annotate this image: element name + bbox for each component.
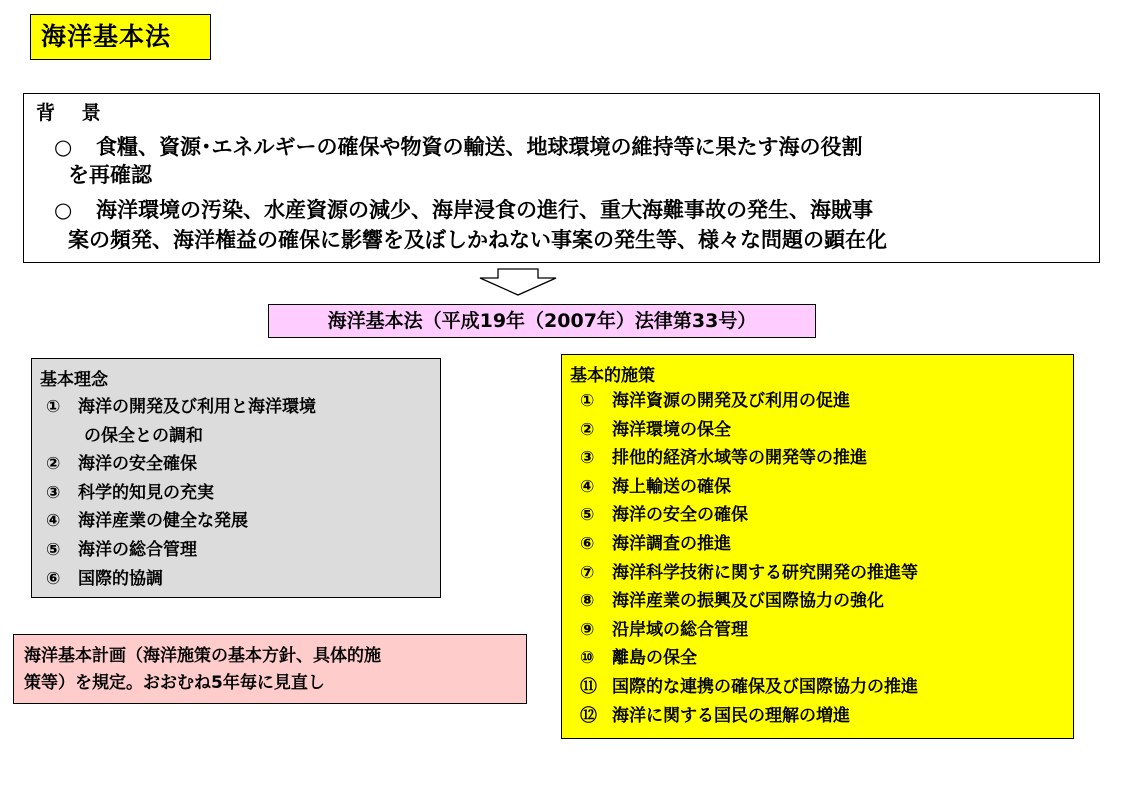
item-text: 海洋科学技術に関する研究開発の推進等 <box>612 562 918 583</box>
law-title: 海洋基本法（平成19年（2007年）法律第33号） <box>268 304 816 338</box>
item-number: ⑥ <box>46 568 61 589</box>
list-item <box>46 450 316 479</box>
item-text: 海洋の安全確保 <box>78 454 197 475</box>
basic-plan-line-1: 海洋基本計画（海洋施策の基本方針、具体的施 <box>24 646 381 666</box>
item-number: ⑫ <box>580 705 597 726</box>
list-item <box>580 644 918 673</box>
item-number: ④ <box>46 511 61 532</box>
list-item <box>46 507 316 536</box>
item-text: 海洋の安全の確保 <box>612 505 748 526</box>
list-item <box>46 393 316 422</box>
list-item <box>580 702 918 731</box>
list-item <box>580 416 918 445</box>
basic-measures-heading: 基本的施策 <box>570 366 655 386</box>
bullet-circle-icon: ○ <box>54 135 73 159</box>
item-text: 海洋調査の推進 <box>612 533 731 554</box>
item-number: ① <box>580 391 595 411</box>
item-number: ⑤ <box>46 539 61 560</box>
list-item <box>580 530 918 559</box>
item-text: 海洋の開発及び利用と海洋環境 <box>78 397 316 417</box>
list-item <box>46 479 316 508</box>
background-item-1-cont: を再確認 <box>68 163 152 187</box>
list-item <box>580 559 918 588</box>
list-item <box>46 565 316 594</box>
list-item <box>580 616 918 645</box>
item-number: ⑥ <box>580 533 595 554</box>
item-number: ⑦ <box>580 562 595 583</box>
page-title: 海洋基本法 <box>30 14 211 60</box>
list-item <box>580 673 918 702</box>
background-item-2-text: 海洋環境の汚染、水産資源の減少、海岸浸食の進行、重大海難事故の発生、海賊事 <box>96 198 873 222</box>
list-item <box>46 536 316 565</box>
item-text: 海上輸送の確保 <box>612 476 731 497</box>
item-number: ③ <box>46 482 61 503</box>
list-item <box>580 444 918 473</box>
list-item <box>580 587 918 616</box>
item-text: 海洋環境の保全 <box>612 419 731 440</box>
list-item <box>580 473 918 502</box>
item-number: ② <box>580 419 595 440</box>
basic-plan-line-2: 策等）を規定。おおむね5年毎に見直し <box>24 673 325 693</box>
item-number: ⑤ <box>580 505 595 526</box>
item-number: ③ <box>580 448 595 469</box>
background-box <box>23 93 1100 263</box>
list-item-continuation: の保全との調和 <box>84 425 203 446</box>
basic-measures-list <box>580 387 918 730</box>
background-item-1 <box>54 131 863 161</box>
background-heading: 背 景 <box>36 102 111 124</box>
item-text: 海洋産業の振興及び国際協力の強化 <box>612 591 884 612</box>
item-text: 沿岸域の総合管理 <box>612 619 748 640</box>
item-number: ② <box>46 454 61 475</box>
item-text: 国際的な連携の確保及び国際協力の推進 <box>612 676 918 697</box>
item-text: 海洋産業の健全な発展 <box>78 511 248 532</box>
item-number: ④ <box>580 476 595 497</box>
item-text: 科学的知見の充実 <box>78 482 214 503</box>
item-number: ⑧ <box>580 591 595 612</box>
list-item <box>580 501 918 530</box>
bullet-circle-icon: ○ <box>54 198 73 222</box>
basic-plan-box <box>13 634 527 704</box>
basic-ideas-list <box>46 393 316 593</box>
item-number: ⑩ <box>580 648 595 669</box>
background-item-2-cont: 案の頻発、海洋権益の確保に影響を及ぼしかねない事案の発生等、様々な問題の顕在化 <box>68 228 887 252</box>
item-text: 海洋に関する国民の理解の増進 <box>612 705 850 726</box>
item-number: ⑪ <box>580 676 597 697</box>
list-item <box>580 387 918 416</box>
item-number: ① <box>46 397 61 417</box>
item-text: 海洋資源の開発及び利用の促進 <box>612 391 850 411</box>
basic-ideas-box <box>31 358 441 598</box>
basic-ideas-heading: 基本理念 <box>40 370 108 390</box>
item-number: ⑨ <box>580 619 595 640</box>
background-item-1-text: 食糧、資源･エネルギーの確保や物資の輸送、地球環境の維持等に果たす海の役割 <box>96 135 863 159</box>
basic-measures-box <box>561 354 1074 739</box>
down-arrow-icon <box>478 268 558 296</box>
item-text: 国際的協調 <box>78 568 163 589</box>
item-text: 排他的経済水域等の開発等の推進 <box>612 448 867 469</box>
background-item-2 <box>54 194 873 224</box>
item-text: 海洋の総合管理 <box>78 539 197 560</box>
item-text: 離島の保全 <box>612 648 697 669</box>
